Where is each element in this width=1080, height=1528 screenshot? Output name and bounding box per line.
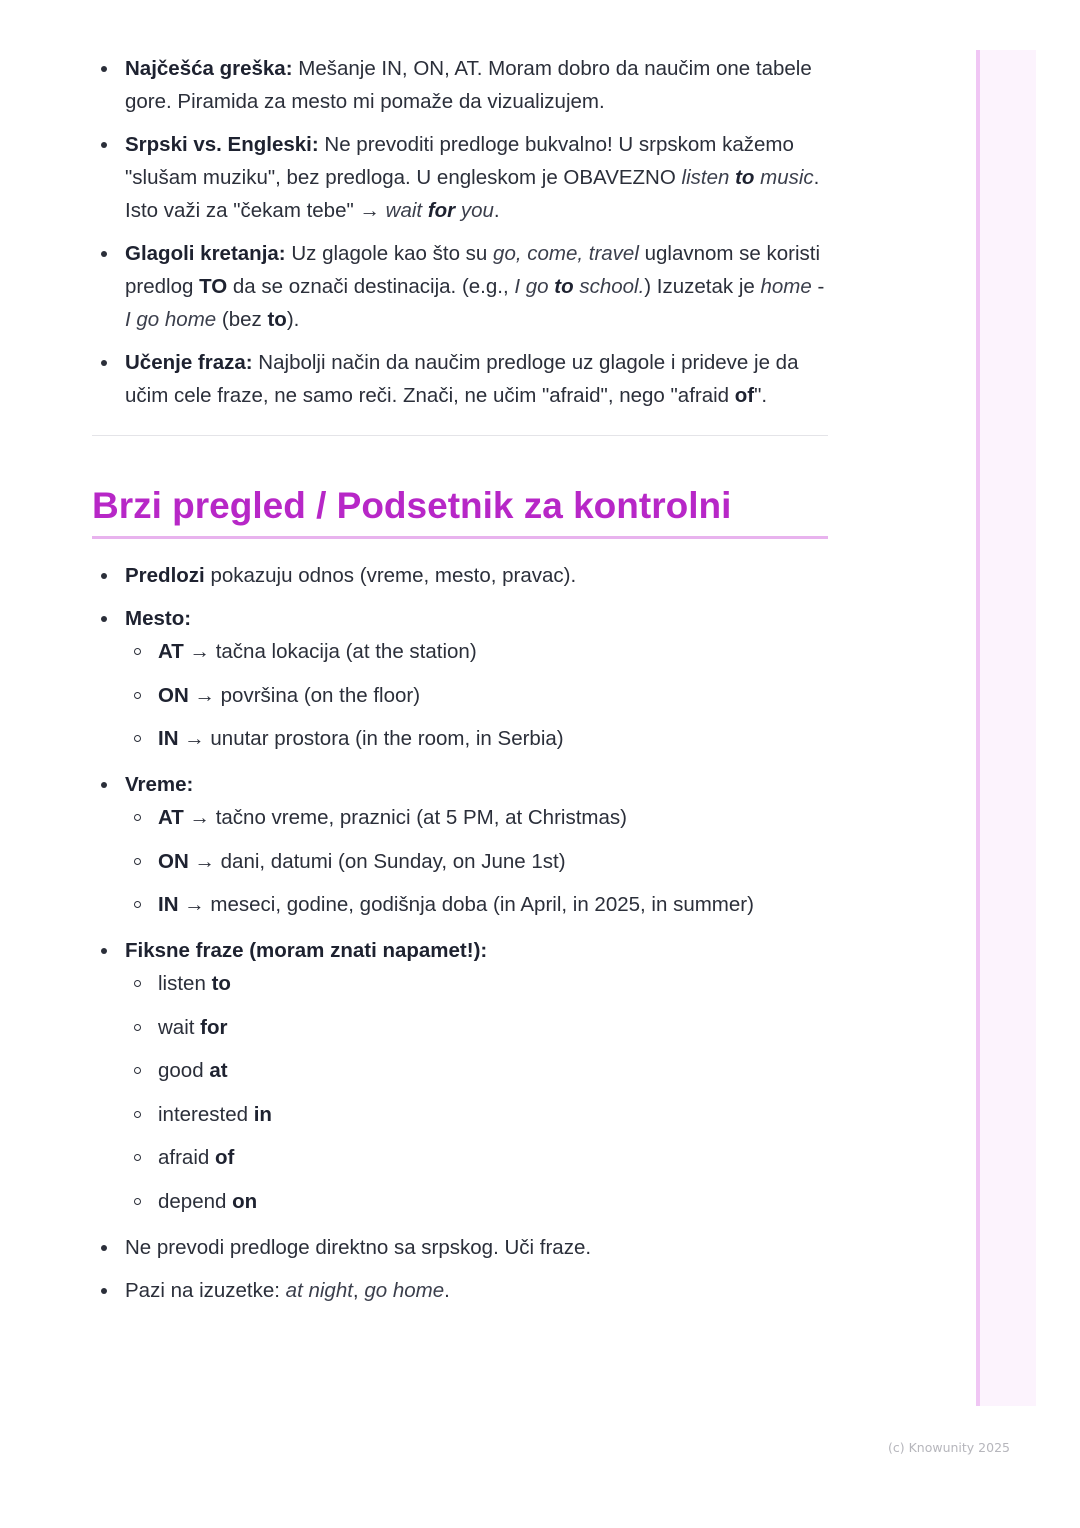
exception-1: at night [285, 1278, 353, 1302]
tip-text-segment: music [754, 166, 814, 189]
tip-text-segment: home [760, 275, 812, 298]
tip-text-segment: Najbolji način da naučim predloge uz glagole i prideve je da učim cele fraze, ne samo reči. Znači, ne učim "afraid", nego "afraid [125, 351, 799, 407]
tip-text-segment: uglavnom se koristi predlog [125, 242, 821, 298]
tip-text-segment: ). [286, 308, 300, 331]
mesto-text-on: → površina (on the floor) [188, 683, 421, 707]
tip-text-segment: Srpski vs. Engleski: [125, 133, 319, 156]
mesto-text-at: → tačna lokacija (at the station) [183, 640, 477, 663]
tip-text-segment: - [811, 275, 825, 298]
copyright-footer: (c) Knowunity 2025 [888, 1440, 1010, 1455]
list-item-advice [92, 1231, 828, 1264]
fraza-item [125, 1054, 828, 1087]
document-content [92, 52, 828, 1317]
tip-item [92, 237, 828, 336]
tip-text-segment: you [455, 199, 494, 222]
mesto-sublist [125, 635, 828, 755]
tip-text-segment: of [734, 384, 755, 407]
fraza-prep: of [214, 1146, 235, 1169]
fraza-item [125, 1098, 828, 1131]
fraza-prep: in [253, 1102, 272, 1126]
tip-item [92, 128, 828, 227]
advice-text: Ne prevodi predloge direktno sa srpskog. Uči fraze. [125, 1235, 592, 1259]
fraza-prep: at [209, 1059, 228, 1082]
mesto-item-in [125, 722, 828, 755]
tip-text-segment: go, come, travel [493, 242, 639, 265]
tip-item [92, 52, 828, 118]
vreme-item-in [125, 888, 828, 921]
tip-text-segment: . Isto važi za "čekam tebe" → [125, 166, 820, 222]
summary-list [92, 559, 828, 1307]
tip-text-segment: Uz glagole kao što su [285, 242, 494, 265]
fraza-prep: on [232, 1189, 258, 1213]
fraze-label: Fiksne fraze (moram znati napamet!): [125, 939, 488, 962]
tip-text-segment: Ne prevoditi predloge bukvalno! U srpskom kažemo "slušam muziku", bez predloga. U engleskom je OBAVEZNO [125, 133, 794, 189]
predlozi-text: pokazuju odnos (vreme, mesto, pravac). [204, 564, 577, 587]
tip-text-segment: to [267, 308, 287, 331]
tip-text-segment: da se označi destinacija. (e.g., [227, 275, 515, 298]
fraza-item [125, 1011, 828, 1044]
list-item-predlozi [92, 559, 828, 592]
fraza-word: listen [158, 972, 212, 995]
tip-text-segment: Mešanje IN, ON, AT. Moram dobro da naučim one tabele gore. Piramida za mesto mi pomaže da vizualizujem. [125, 57, 812, 113]
fraza-word: wait [158, 1015, 201, 1039]
mesto-item-on [125, 679, 828, 712]
vreme-key-at: AT [158, 806, 184, 829]
list-item-mesto [92, 602, 828, 755]
section-heading: Brzi pregled / Podsetnik za kontrolni [92, 480, 828, 539]
tip-text-segment: I go [514, 275, 555, 298]
vreme-key-in: IN [158, 893, 179, 916]
vreme-item-at [125, 801, 828, 834]
fraza-item [125, 1141, 828, 1174]
sidebar-panel [976, 50, 1036, 1406]
fraza-word: depend [158, 1189, 233, 1213]
exception-2: go home [364, 1278, 445, 1302]
tip-text-segment: ". [754, 384, 768, 407]
exception-sep: , [352, 1278, 365, 1302]
vreme-text-at: → tačno vreme, praznici (at 5 PM, at Christmas) [183, 806, 627, 829]
mesto-label: Mesto: [125, 607, 192, 630]
exception-end: . [444, 1278, 450, 1302]
tip-item [92, 346, 828, 412]
tip-text-segment: Učenje fraza: [125, 351, 253, 374]
tip-text-segment: to [554, 275, 574, 298]
fraza-word: interested [158, 1102, 254, 1126]
tip-text-segment: ) Izuzetak je [644, 275, 761, 298]
fraza-item [125, 967, 828, 1000]
mesto-key-in: IN [158, 727, 179, 750]
vreme-text-in: → meseci, godine, godišnja doba (in April, in 2025, in summer) [178, 893, 754, 916]
mesto-text-in: → unutar prostora (in the room, in Serbia) [178, 727, 564, 750]
fraze-sublist [125, 967, 828, 1218]
tip-text-segment: Glagoli kretanja: [125, 242, 286, 265]
exceptions-label: Pazi na izuzetke: [125, 1278, 286, 1302]
tip-text-segment: Najčešća greška: [125, 57, 293, 80]
tips-list [92, 52, 828, 412]
tip-text-segment: TO [199, 275, 228, 298]
tip-text-segment: school. [573, 275, 645, 298]
vreme-key-on: ON [158, 849, 189, 873]
list-item-fraze [92, 934, 828, 1218]
mesto-item-at [125, 635, 828, 668]
list-item-exceptions [92, 1274, 828, 1307]
fraza-item [125, 1185, 828, 1218]
fraza-word: afraid [158, 1146, 215, 1169]
tip-text-segment: (bez [216, 308, 268, 331]
fraza-prep: to [211, 972, 231, 995]
vreme-item-on [125, 845, 828, 878]
tip-text-segment: listen [681, 166, 736, 189]
tip-text-segment: . [493, 199, 500, 222]
tip-text-segment: to [735, 166, 755, 189]
tip-text-segment: for [427, 199, 456, 222]
tip-text-segment: wait [385, 199, 428, 222]
vreme-text-on: → dani, datumi (on Sunday, on June 1st) [188, 849, 566, 873]
predlozi-label: Predlozi [125, 564, 205, 587]
vreme-sublist [125, 801, 828, 921]
list-item-vreme [92, 768, 828, 921]
mesto-key-at: AT [158, 640, 184, 663]
fraza-word: good [158, 1059, 210, 1082]
fraza-prep: for [200, 1015, 228, 1039]
divider [92, 435, 828, 436]
tip-text-segment: I go home [125, 308, 217, 331]
mesto-key-on: ON [158, 683, 189, 707]
vreme-label: Vreme: [125, 773, 194, 796]
